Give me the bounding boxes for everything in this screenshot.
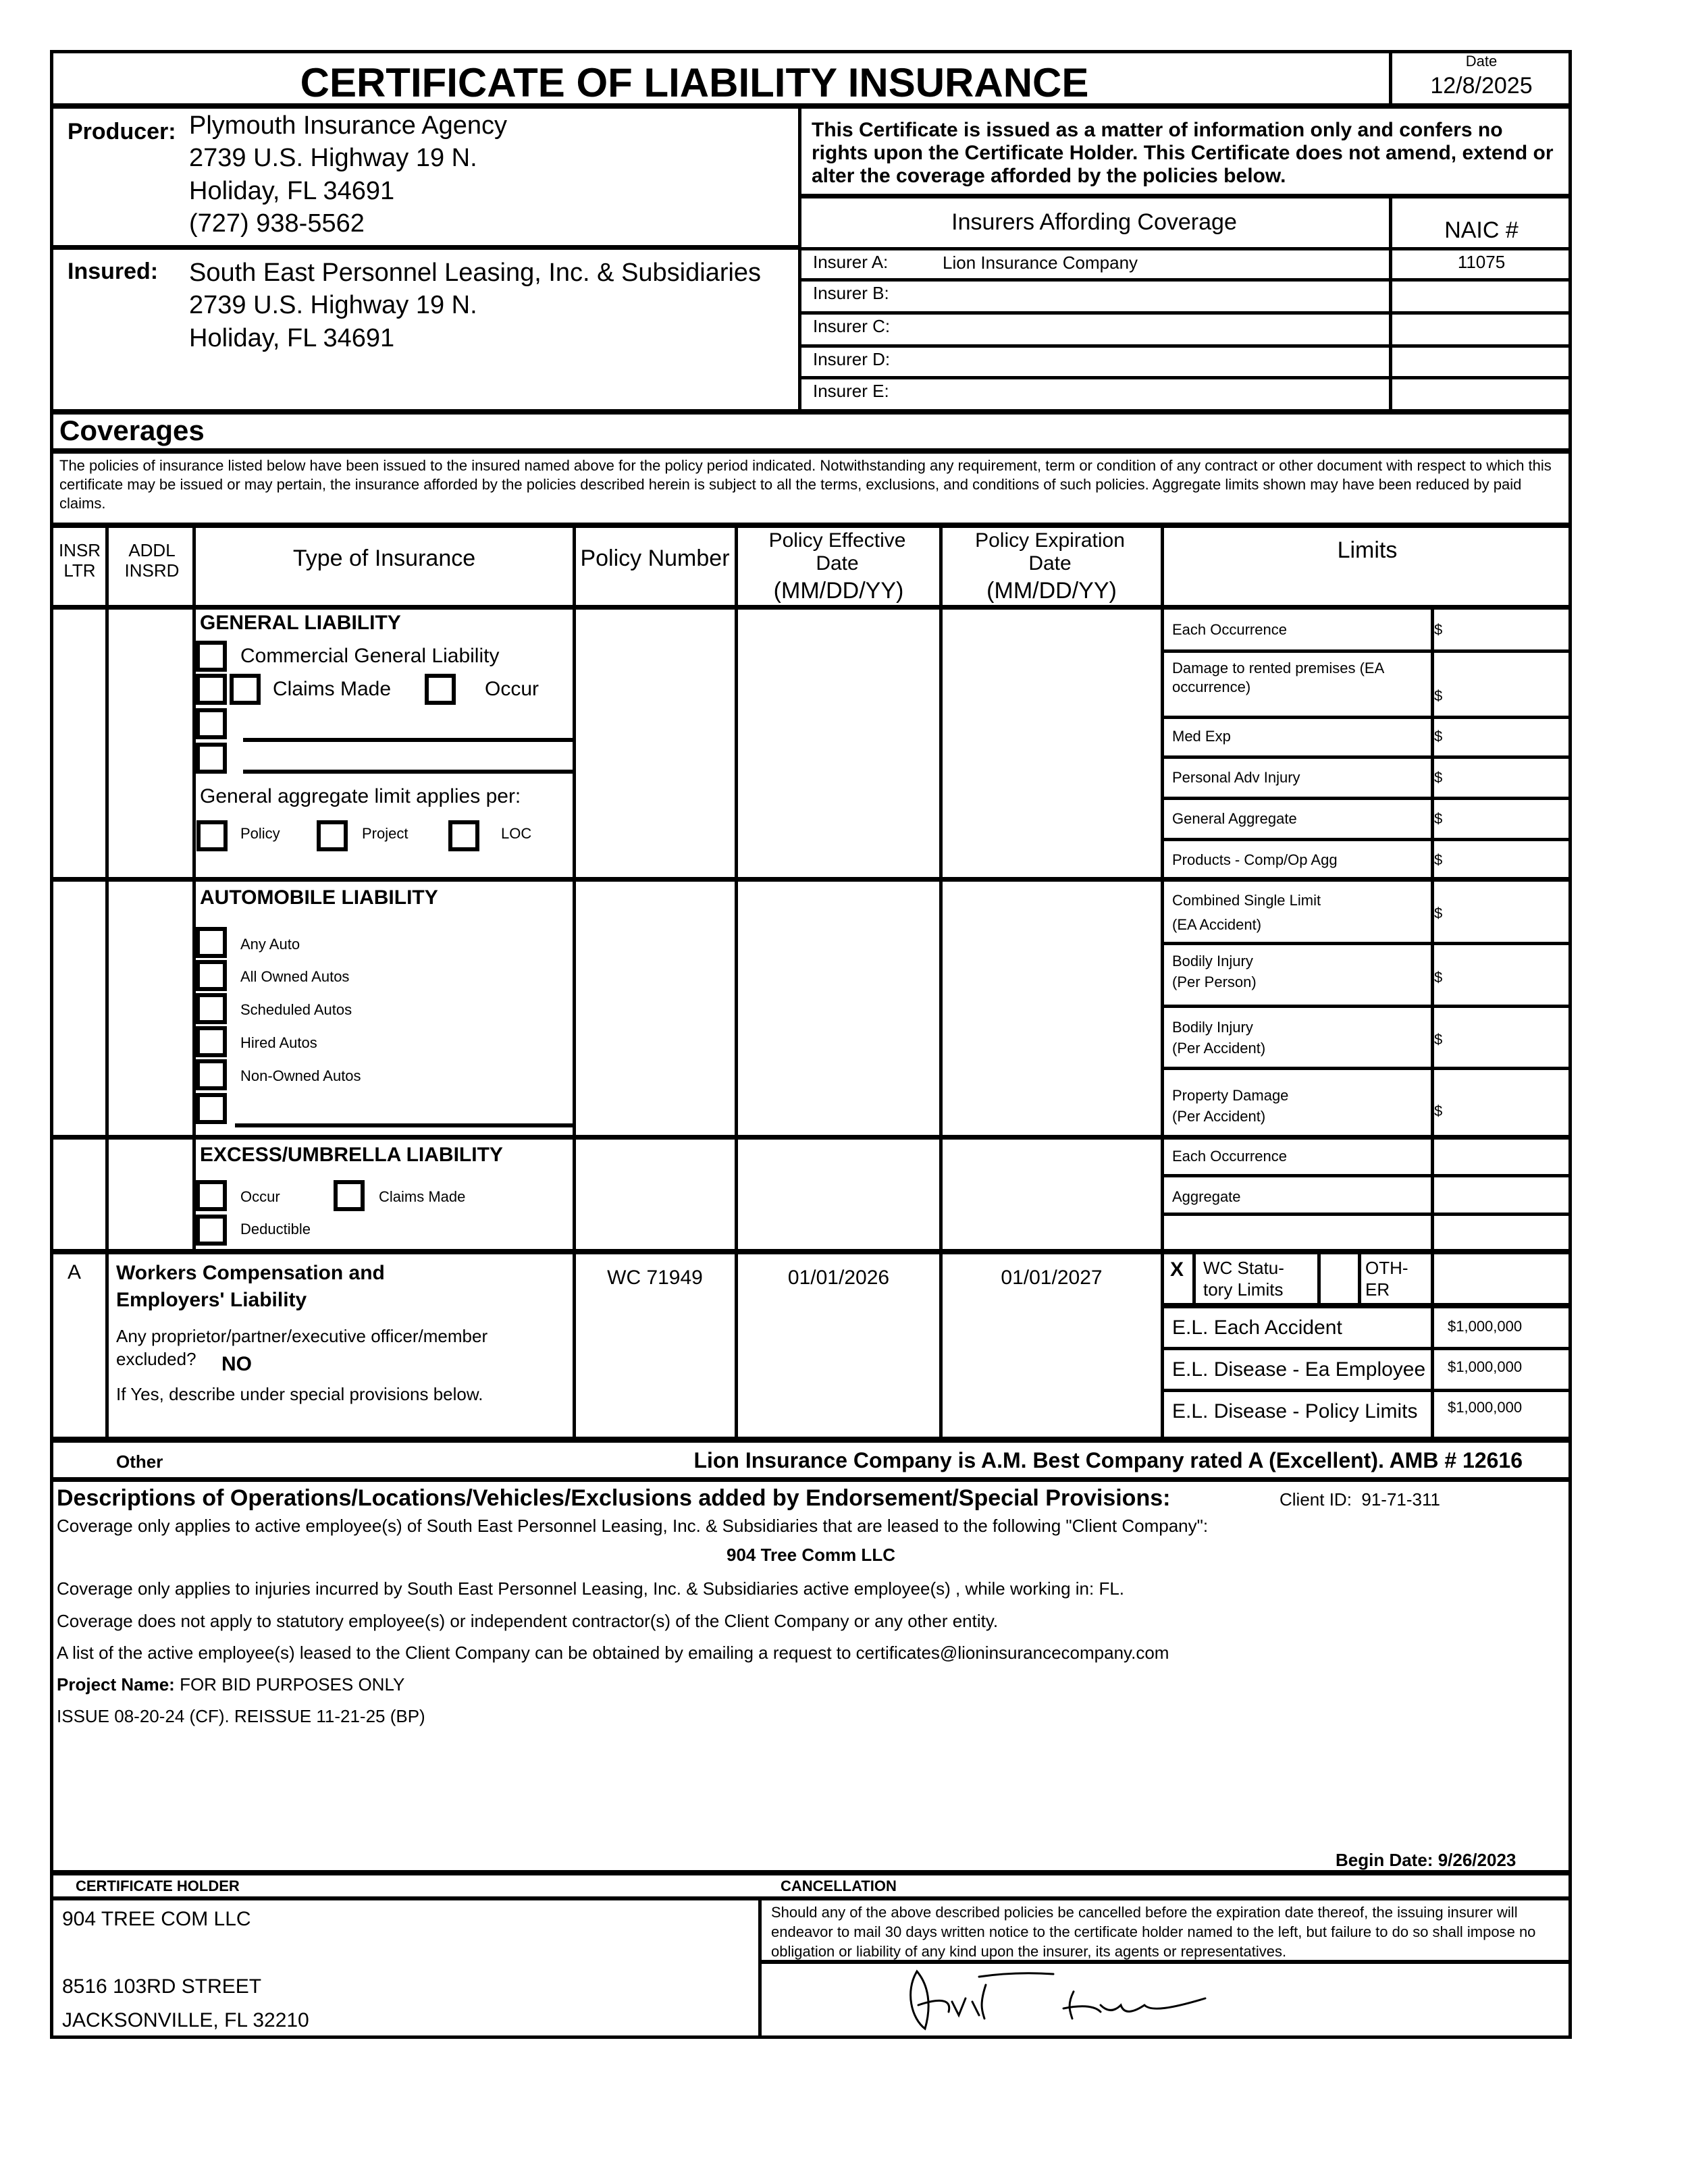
- divider: [50, 1896, 1572, 1900]
- divider: [50, 409, 1572, 415]
- any-auto-checkbox[interactable]: [196, 927, 227, 958]
- gl-limit-currency: $: [1434, 621, 1443, 638]
- divider: [1192, 1253, 1196, 1304]
- naic-header: NAIC #: [1444, 217, 1519, 243]
- page-title: CERTIFICATE OF LIABILITY INSURANCE: [300, 60, 1089, 105]
- divider: [1358, 1253, 1361, 1304]
- gl-checkbox[interactable]: [196, 641, 227, 672]
- blank-line: [243, 738, 573, 742]
- effective-date-header: Policy Effective Date: [768, 529, 906, 575]
- divider: [50, 1437, 1572, 1443]
- gl-limit-currency: $: [1434, 851, 1443, 868]
- umbrella-occur-label: Occur: [240, 1188, 280, 1205]
- gl-limit-label: Damage to rented premises (EA occurrence): [1172, 660, 1384, 695]
- cancellation-label: CANCELLATION: [781, 1877, 897, 1894]
- auto-item-label: Non-Owned Autos: [240, 1067, 361, 1084]
- coverages-text: The policies of insurance listed below have been issued to the insured named above for the policy period indicated. Notwithstanding any requirement, term or condition of any contract or other document with respect to which this certificate may be issued or may pertain, the insurance afforded by the policies described herein is subject to all the terms, exclusions, and conditions of such policies. Aggregate limits shown may have been reduced by paid claims.: [59, 457, 1552, 512]
- producer-label: Producer:: [68, 119, 176, 144]
- policy-number-header: Policy Number: [580, 545, 730, 571]
- divider: [50, 1477, 1572, 1482]
- project-checkbox[interactable]: [317, 820, 348, 851]
- gl-limit-currency: $: [1434, 810, 1443, 827]
- occur-label: Occur: [485, 678, 539, 700]
- insr-ltr-header: INSR LTR: [58, 540, 101, 581]
- el-limit-value: $1,000,000: [1448, 1399, 1523, 1416]
- begin-date: Begin Date: 9/26/2023: [1336, 1850, 1516, 1870]
- gl-checkbox[interactable]: [196, 674, 227, 705]
- insurer-name: Lion Insurance Company: [943, 252, 1138, 273]
- auto-limit-label: Combined Single Limit (EA Accident): [1172, 892, 1321, 933]
- divider: [50, 1249, 1572, 1254]
- divider: [50, 1135, 1572, 1140]
- wc-policy-number: WC 71949: [607, 1267, 703, 1289]
- umbrella-claims-made-label: Claims Made: [379, 1188, 466, 1205]
- other-rating-text: Lion Insurance Company is A.M. Best Company rated A (Excellent). AMB # 12616: [693, 1448, 1523, 1472]
- divider: [799, 194, 1572, 198]
- all-owned-autos-checkbox[interactable]: [196, 960, 227, 991]
- divider: [50, 523, 1572, 528]
- umbrella-claims-made-checkbox[interactable]: [334, 1180, 365, 1211]
- divider: [1162, 1389, 1571, 1392]
- el-limit-label: E.L. Disease - Policy Limits: [1172, 1400, 1418, 1422]
- el-limit-value: $1,000,000: [1448, 1358, 1523, 1375]
- type-of-insurance-header: Type of Insurance: [292, 545, 476, 571]
- divider: [1162, 1347, 1571, 1350]
- scheduled-autos-checkbox[interactable]: [196, 993, 227, 1024]
- description-line: Coverage does not apply to statutory employee(s) or independent contractor(s) of the Client Company or any other entity.: [57, 1611, 999, 1631]
- divider: [50, 1870, 1572, 1875]
- gl-limit-currency: $: [1434, 728, 1443, 745]
- hired-autos-checkbox[interactable]: [196, 1026, 227, 1057]
- umbrella-occur-checkbox[interactable]: [196, 1180, 227, 1211]
- cancellation-text: Should any of the above described policies be cancelled before the expiration date thereof, the issuing insurer will endeavor to mail 30 days written notice to the certificate holder named to the left, but failure to do so shall impose no obligation or liability of any kind upon the insurer, its agents or representatives.: [771, 1904, 1536, 1960]
- divider: [1162, 1067, 1571, 1070]
- insured-line: South East Personnel Leasing, Inc. & Subsidiaries: [189, 259, 762, 287]
- insured-line: 2739 U.S. Highway 19 N.: [189, 291, 477, 319]
- divider: [1162, 838, 1571, 841]
- coverages-title: Coverages: [59, 415, 205, 446]
- divider: [799, 376, 1572, 379]
- gl-checkbox[interactable]: [196, 708, 227, 739]
- divider: [1161, 525, 1164, 1438]
- holder-city: JACKSONVILLE, FL 32210: [62, 2009, 309, 2031]
- divider: [1162, 797, 1571, 800]
- divider: [50, 448, 1572, 454]
- wc-statutory-checkmark[interactable]: X: [1170, 1258, 1184, 1281]
- auto-item-label: All Owned Autos: [240, 968, 350, 985]
- wc-insr-letter: A: [68, 1261, 82, 1283]
- insured-line: Holiday, FL 34691: [189, 324, 395, 352]
- gl-limit-label: Med Exp: [1172, 728, 1231, 745]
- blank-line: [235, 1123, 573, 1127]
- insurers-header: Insurers Affording Coverage: [951, 209, 1237, 235]
- auto-limit-currency: $: [1434, 1102, 1443, 1119]
- policy-checkbox[interactable]: [196, 820, 228, 851]
- gl-limit-label: Each Occurrence: [1172, 621, 1287, 638]
- divider: [799, 247, 1572, 250]
- date-label: Date: [1465, 53, 1498, 70]
- auto-liability-title: AUTOMOBILE LIABILITY: [200, 886, 438, 909]
- description-line: Coverage only applies to injuries incurred by South East Personnel Leasing, Inc. & Subsidiaries active employee(s) , while working in: FL.: [57, 1578, 1125, 1599]
- divider: [799, 311, 1572, 315]
- wc-effective-date: 01/01/2026: [787, 1267, 890, 1289]
- divider: [1162, 1213, 1571, 1216]
- wc-statutory-label: WC Statu- tory Limits: [1203, 1258, 1284, 1300]
- gl-limit-label: General Aggregate: [1172, 810, 1297, 827]
- auto-limit-currency: $: [1434, 905, 1443, 922]
- producer-line: Holiday, FL 34691: [189, 177, 395, 205]
- gl-limit-currency: $: [1434, 769, 1443, 786]
- general-liability-title: GENERAL LIABILITY: [200, 612, 401, 634]
- umbrella-title: EXCESS/UMBRELLA LIABILITY: [200, 1144, 503, 1166]
- description-line: Coverage only applies to active employee(s) of South East Personnel Leasing, Inc. & Subsidiaries that are leased to the following "Client Company":: [57, 1516, 1209, 1536]
- policy-label: Policy: [240, 825, 280, 842]
- descriptions-title: Descriptions of Operations/Locations/Vehicles/Exclusions added by Endorsement/Special Provisions:: [57, 1485, 1171, 1511]
- divider: [1162, 1303, 1571, 1308]
- auto-item-label: Scheduled Autos: [240, 1001, 352, 1018]
- divider: [1162, 1174, 1571, 1177]
- insurer-label: Insurer C:: [813, 316, 891, 336]
- loc-checkbox[interactable]: [448, 820, 479, 851]
- commercial-general-liability-label: Commercial General Liability: [240, 645, 500, 667]
- insurer-label: Insurer D:: [813, 349, 891, 369]
- deductible-checkbox[interactable]: [196, 1215, 227, 1246]
- divider: [1162, 1005, 1571, 1008]
- project-name: Project Name: FOR BID PURPOSES ONLY: [57, 1674, 405, 1695]
- divider: [799, 278, 1572, 282]
- certificate-notice: This Certificate is issued as a matter of information only and confers no rights upon the Certificate Holder. This Certificate does not amend, extend or alter the coverage afforded by the policies below.: [812, 119, 1554, 187]
- gl-checkbox[interactable]: [196, 743, 227, 774]
- wc-other-label: OTH- ER: [1365, 1258, 1408, 1300]
- auto-limit-label: Bodily Injury (Per Accident): [1172, 1019, 1266, 1057]
- umbrella-limit-label: Each Occurrence: [1172, 1148, 1287, 1165]
- auto-limit-currency: $: [1434, 1031, 1443, 1048]
- claims-made-label: Claims Made: [273, 678, 392, 700]
- divider: [798, 107, 801, 412]
- divider: [735, 525, 738, 1438]
- divider: [573, 525, 576, 1438]
- expiration-date-header: Policy Expiration Date: [975, 529, 1125, 575]
- divider: [1317, 1253, 1321, 1304]
- description-line: A list of the active employee(s) leased to the Client Company can be obtained by emailing a request to certificates@lioninsurancecompany.com: [57, 1643, 1169, 1663]
- deductible-label: Deductible: [240, 1221, 311, 1237]
- divider: [939, 525, 943, 1438]
- auto-item-label: Any Auto: [240, 936, 300, 953]
- divider: [50, 245, 799, 250]
- insurer-label: Insurer B:: [813, 283, 889, 303]
- auto-limit-currency: $: [1434, 969, 1443, 986]
- producer-line: Plymouth Insurance Agency: [189, 111, 508, 140]
- divider: [799, 344, 1572, 348]
- insurer-label: Insurer A:: [813, 252, 889, 272]
- wc-question: Any proprietor/partner/executive officer/member excluded?: [116, 1326, 488, 1369]
- addl-insrd-header: ADDL INSRD: [124, 540, 180, 581]
- project-label: Project: [362, 825, 408, 842]
- wc-note: If Yes, describe under special provisions below.: [116, 1384, 483, 1404]
- auto-item-label: Hired Autos: [240, 1034, 317, 1051]
- divider: [1162, 942, 1571, 945]
- producer-line: 2739 U.S. Highway 19 N.: [189, 144, 477, 172]
- authorized-signature: [898, 1965, 1209, 2039]
- issue-line: ISSUE 08-20-24 (CF). REISSUE 11-21-25 (BP): [57, 1706, 425, 1726]
- divider: [1162, 755, 1571, 759]
- occur-checkbox[interactable]: [425, 674, 456, 705]
- client-id: Client ID: 91-71-311: [1280, 1489, 1440, 1510]
- auto-limit-label: Bodily Injury (Per Person): [1172, 953, 1257, 990]
- divider: [1162, 716, 1571, 719]
- divider: [192, 525, 196, 1250]
- wc-title: Workers Compensation and Employers' Liability: [116, 1262, 385, 1311]
- claims-made-checkbox[interactable]: [230, 674, 261, 705]
- blank-line: [243, 770, 573, 774]
- divider: [758, 1900, 762, 2039]
- other-label: Other: [116, 1451, 163, 1472]
- holder-name: 904 TREE COM LLC: [62, 1908, 251, 1930]
- certificate-holder-label: CERTIFICATE HOLDER: [76, 1877, 240, 1894]
- holder-street: 8516 103RD STREET: [62, 1975, 262, 1998]
- aggregate-limit-label: General aggregate limit applies per:: [200, 785, 521, 807]
- effective-date-format: (MM/DD/YY): [773, 578, 904, 604]
- limits-header: Limits: [1337, 537, 1398, 563]
- insured-label: Insured:: [68, 259, 159, 284]
- divider: [105, 525, 109, 1438]
- insurer-naic: 11075: [1457, 252, 1506, 272]
- producer-line: (727) 938-5562: [189, 209, 365, 238]
- umbrella-limit-label: Aggregate: [1172, 1188, 1241, 1205]
- divider: [50, 605, 1572, 610]
- client-company: 904 Tree Comm LLC: [727, 1545, 895, 1565]
- auto-other-checkbox[interactable]: [196, 1093, 227, 1124]
- auto-limit-label: Property Damage (Per Accident): [1172, 1087, 1289, 1125]
- non-owned-autos-checkbox[interactable]: [196, 1059, 227, 1090]
- insurer-label: Insurer E:: [813, 381, 889, 401]
- wc-expiration-date: 01/01/2027: [1001, 1267, 1103, 1289]
- gl-limit-currency: $: [1434, 687, 1443, 704]
- el-limit-value: $1,000,000: [1448, 1318, 1523, 1335]
- divider: [50, 877, 1572, 882]
- loc-label: LOC: [501, 825, 532, 842]
- el-limit-label: E.L. Disease - Ea Employee: [1172, 1358, 1426, 1381]
- gl-limit-label: Personal Adv Injury: [1172, 769, 1300, 786]
- divider: [1162, 649, 1571, 653]
- expiration-date-format: (MM/DD/YY): [986, 578, 1117, 604]
- el-limit-label: E.L. Each Accident: [1172, 1316, 1342, 1339]
- wc-excluded-answer: NO: [221, 1353, 252, 1375]
- gl-limit-label: Products - Comp/Op Agg: [1172, 851, 1338, 868]
- certificate-date: 12/8/2025: [1430, 73, 1533, 99]
